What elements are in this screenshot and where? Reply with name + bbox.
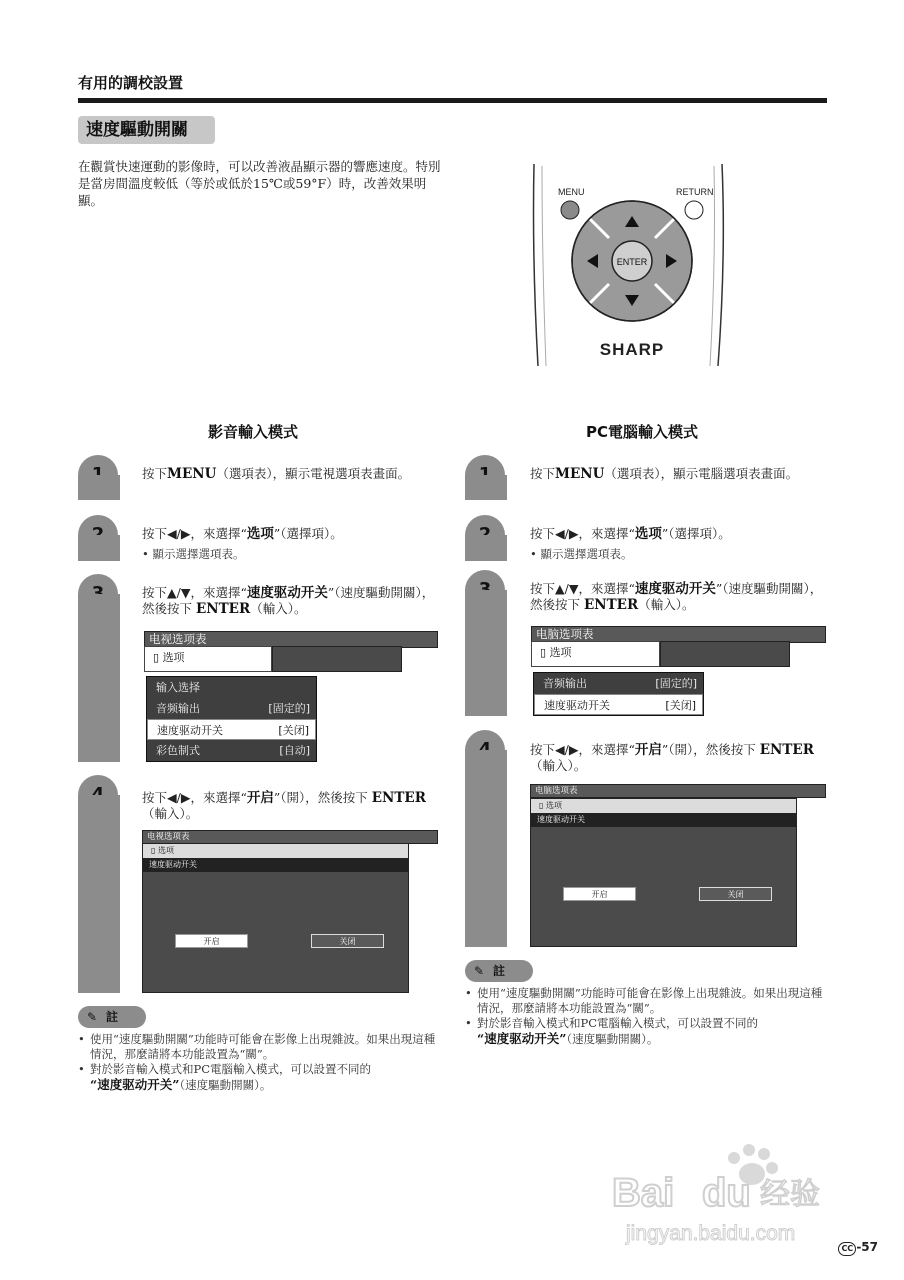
pc-menu-header: 电脑选项表 <box>531 626 826 643</box>
watermark-url: jingyan.baidu.com <box>626 1222 796 1245</box>
menu-label: MENU <box>558 187 585 197</box>
tv-screen-header: 电视选项表 <box>142 830 438 844</box>
option-icon: ▯ <box>153 651 160 664</box>
left-mode-title: 影音輸入模式 <box>208 423 299 441</box>
section-title: 有用的調校設置 <box>78 74 184 92</box>
tv-menu-tab-options[interactable]: ▯ 选项 <box>144 646 272 672</box>
header-rule <box>78 98 827 103</box>
pc-menu-list <box>533 672 704 716</box>
pc-step-4-bar <box>465 750 507 947</box>
pc-screen-header: 电脑选项表 <box>530 784 826 798</box>
step-1-bar <box>78 475 120 500</box>
pc-screen <box>530 798 797 947</box>
note-item-1: • 使用“速度驅動開關”功能時可能會在影像上出現雜波。如果出現這種情況，那麼請將本功能設置為“關”。 <box>78 1032 442 1062</box>
pencil-icon: ✎ <box>474 964 485 978</box>
step-2-bar <box>78 535 120 561</box>
pc-screen-tab[interactable]: ▯ 选项 <box>531 799 796 813</box>
cc-icon: CC <box>838 1242 856 1256</box>
option-icon: ▯ <box>539 801 544 810</box>
pc-step-3-text: 按下▲/▼，來選擇“速度驱动开关”（速度驅動開關），然後按下 ENTER（輸入）。 <box>530 581 823 613</box>
tv-menu-header: 电视选项表 <box>144 631 438 648</box>
tv-menu-tab-empty <box>272 646 402 672</box>
pc-on-button[interactable]: 开启 <box>563 887 636 901</box>
step-4-bar <box>78 795 120 993</box>
pc-off-button[interactable]: 关闭 <box>699 887 772 901</box>
tv-menu-row-audio[interactable]: 音频输出 [固定的] <box>156 702 310 715</box>
remote-control-illustration <box>528 158 728 370</box>
tv-screen-row: 速度驱动开关 <box>143 858 408 872</box>
pc-screen-row: 速度驱动开关 <box>531 813 796 827</box>
svg-text:经验: 经验 <box>760 1177 820 1212</box>
note-badge: ✎ 註 <box>78 1006 146 1028</box>
svg-text:du: du <box>702 1171 751 1215</box>
pc-step-3-bar <box>465 590 507 716</box>
right-mode-title: PC電腦輸入模式 <box>586 423 699 441</box>
enter-label: ENTER <box>616 257 648 267</box>
pc-step-2-bar <box>465 535 507 561</box>
tv-menu-row-input[interactable]: 输入选择 <box>156 681 200 694</box>
note-item-2: • 對於影音輸入模式和PC電腦輸入模式，可以設置不同的 “速度驱动开关”（速度驅動開關）。 <box>78 1062 442 1093</box>
pc-step-2-text: 按下◀/▶，來選擇“选项”（選擇項）。 <box>530 526 731 542</box>
step-2-text: 按下◀/▶，來選擇“选项”（選擇項）。 <box>142 526 343 542</box>
pencil-icon: ✎ <box>87 1010 98 1024</box>
on-button[interactable]: 开启 <box>175 934 248 948</box>
pc-step-1-text: 按下MENU（選項表），顯示電腦選項表畫面。 <box>530 466 799 482</box>
return-button <box>685 201 703 219</box>
pc-note-badge: ✎ 註 <box>465 960 533 982</box>
tv-menu-row-color-system[interactable]: 彩色制式 [自动] <box>156 744 310 757</box>
tv-screen <box>142 843 409 993</box>
tv-screen-tab[interactable]: ▯ 选项 <box>143 844 408 858</box>
step-3-bar <box>78 594 120 762</box>
pc-menu-row-audio[interactable]: 音频输出 [固定的] <box>543 677 697 690</box>
svg-text:Bai: Bai <box>612 1171 675 1215</box>
step-3-text: 按下▲/▼，來選擇“速度驱动开关”（速度驅動開關），然後按下 ENTER（輸入）。 <box>142 585 435 617</box>
pc-step-4-text: 按下◀/▶，來選擇“开启”（開），然後按下 ENTER（輸入）。 <box>530 742 814 773</box>
pc-note-item-2: • 對於影音輸入模式和PC電腦輸入模式，可以設置不同的 “速度驱动开关”（速度驅動開關）。 <box>465 1016 829 1047</box>
note-list-right <box>465 986 829 1047</box>
note-list-left <box>78 1032 442 1093</box>
pc-menu-tab-empty <box>660 641 790 667</box>
menu-button <box>561 201 579 219</box>
brand-logo: SHARP <box>599 340 665 359</box>
topic-title: 速度驅動開關 <box>78 116 215 144</box>
baidu-watermark <box>612 1140 842 1250</box>
pc-note-item-1: • 使用“速度驅動開關”功能時可能會在影像上出現雜波。如果出現這種情況，那麼請將本功能設置為“關”。 <box>465 986 829 1016</box>
pc-menu-tab-options[interactable]: ▯ 选项 <box>531 641 660 667</box>
step-1-text: 按下MENU（選項表），顯示電視選項表畫面。 <box>142 466 411 482</box>
step-2-bullet: • 顯示選擇選項表。 <box>142 547 245 561</box>
step-4-text: 按下◀/▶，來選擇“开启”（開），然後按下 ENTER（輸入）。 <box>142 790 426 821</box>
pc-menu-row-speed-drive[interactable]: 速度驱动开关 [关闭] <box>534 694 703 715</box>
page-number: CC -57 <box>838 1240 878 1256</box>
return-label: RETURN <box>676 187 714 197</box>
off-button[interactable]: 关闭 <box>311 934 384 948</box>
intro-paragraph: 在觀賞快速運動的影像時，可以改善液晶顯示器的響應速度。特別是當房間溫度較低（等於或低於15℃或59°F）時，改善效果明顯。 <box>78 159 441 208</box>
tv-menu-row-speed-drive[interactable]: 速度驱动开关 [关闭] <box>147 719 316 740</box>
option-icon: ▯ <box>151 846 156 855</box>
tv-menu-list <box>146 676 317 762</box>
pc-step-2-bullet: • 顯示選擇選項表。 <box>530 547 633 561</box>
option-icon: ▯ <box>540 646 547 659</box>
pc-step-1-bar <box>465 475 507 500</box>
